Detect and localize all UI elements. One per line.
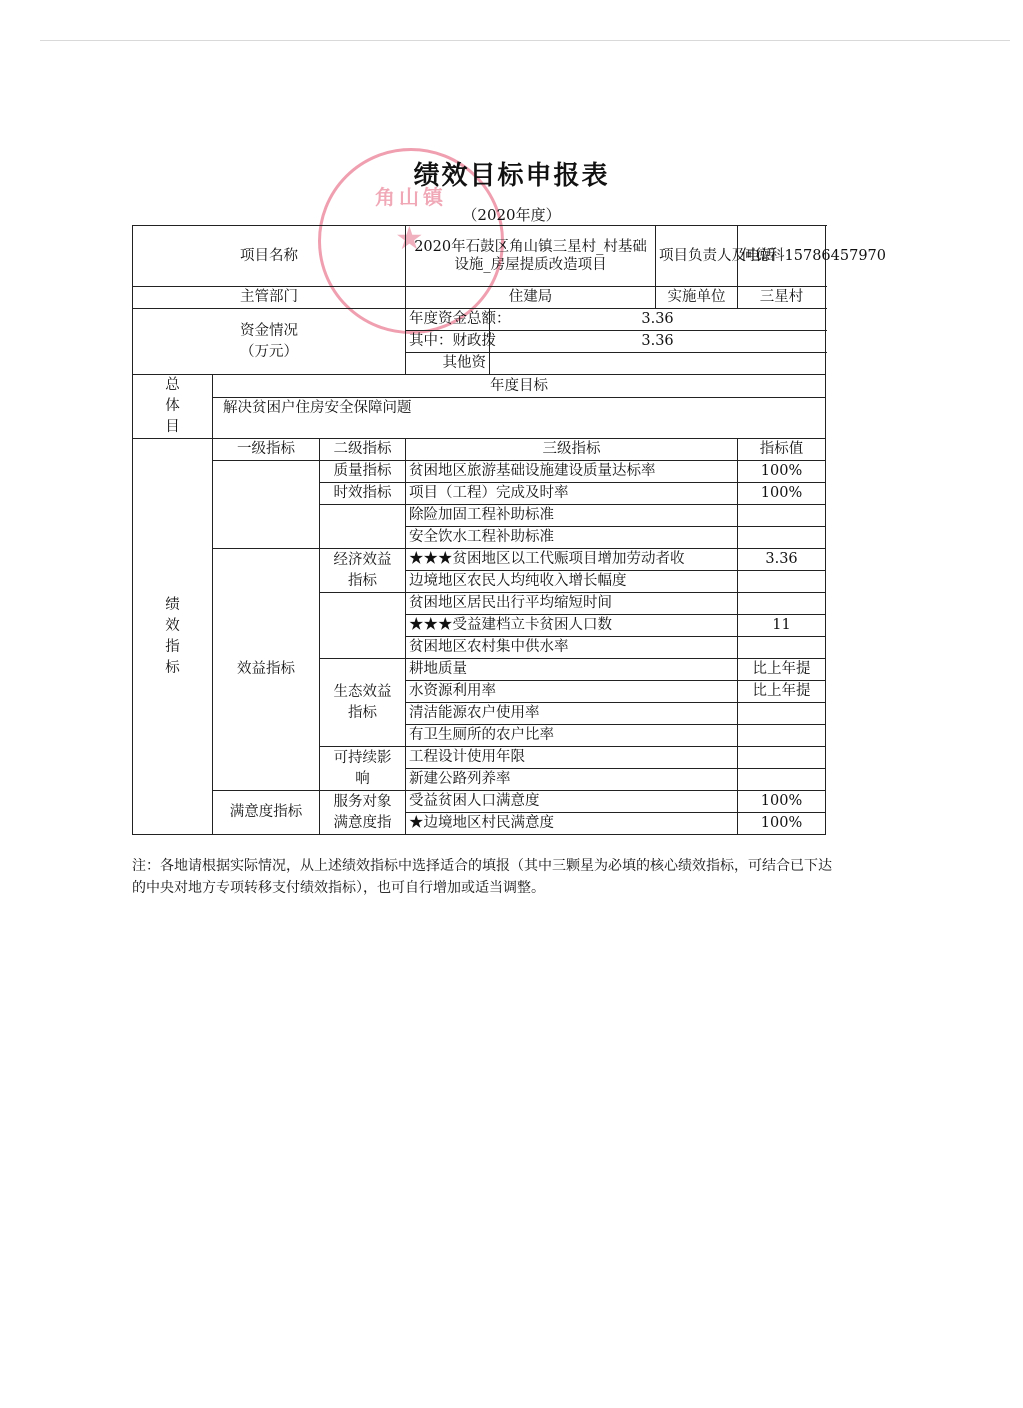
indicator-row: 工程设计使用年限 xyxy=(406,747,738,769)
funds-fiscal-value: 3.36 xyxy=(490,331,826,353)
indicator-value xyxy=(738,527,826,549)
indicator-value xyxy=(738,769,826,791)
funds-label-unit: （万元） xyxy=(240,343,299,360)
funds-other-label: 其他资 xyxy=(406,353,490,375)
seal-star-icon: ★ xyxy=(395,219,424,257)
indicator-row: 清洁能源农户使用率 xyxy=(406,703,738,725)
benefit-indicator-label: 效益指标 xyxy=(213,549,320,791)
indicator-value: 100% xyxy=(738,813,826,835)
funds-label xyxy=(133,309,406,375)
indicator-row: ★边境地区村民满意度 xyxy=(406,813,738,835)
funds-label-line1: 资金情况 xyxy=(240,322,299,339)
funds-total-label: 年度资金总额： xyxy=(406,309,490,331)
indicator-value: 3.36 xyxy=(738,549,826,571)
quality-indicator-label: 质量指标 xyxy=(320,461,406,483)
funds-total-value: 3.36 xyxy=(490,309,826,331)
indicator-row: 新建公路列养率 xyxy=(406,769,738,791)
indicator-value: 比上年提 xyxy=(738,681,826,703)
footnote: 注：各地请根据实际情况，从上述绩效指标中选择适合的填报（其中三颗星为必填的核心绩效指标，可结合已下达的中央对地方专项转移支付绩效指标），也可自行增加或适当调整。 xyxy=(132,858,832,896)
time-indicator-label: 时效指标 xyxy=(320,483,406,505)
indicator-value xyxy=(738,593,826,615)
indicator-value: 100% xyxy=(738,483,826,505)
cost-indicator-label xyxy=(320,505,406,549)
service-satisfaction-label: 服务对象 满意度指 xyxy=(320,791,406,835)
indicator-row: 有卫生厕所的农户比率 xyxy=(406,725,738,747)
performance-target-table xyxy=(132,225,887,835)
indicator-row: 贫困地区居民出行平均缩短时间 xyxy=(406,593,738,615)
seal-text: 角山镇 xyxy=(375,185,447,209)
indicator-value xyxy=(738,747,826,769)
indicator-value: 100% xyxy=(738,461,826,483)
implementing-unit-label: 实施单位 xyxy=(656,287,738,309)
indicator-row: 耕地质量 xyxy=(406,659,738,681)
value-header: 指标值 xyxy=(738,439,826,461)
funds-fiscal-label: 其中：财政拨 xyxy=(406,331,490,353)
economic-indicator-label: 经济效益 指标 xyxy=(320,549,406,593)
output-level1-cell xyxy=(213,461,320,549)
satisfaction-indicator-label: 满意度指标 xyxy=(213,791,320,835)
annual-goal-text: 解决贫困户住房安全保障问题 xyxy=(213,398,826,439)
indicator-row: 贫困地区旅游基础设施建设质量达标率 xyxy=(406,461,738,483)
indicator-row: 受益贫困人口满意度 xyxy=(406,791,738,813)
indicator-value xyxy=(738,725,826,747)
indicator-value xyxy=(738,571,826,593)
project-owner-label: 项目负责人及电话 xyxy=(656,226,738,287)
funds-other-value xyxy=(490,353,826,375)
indicator-row: 水资源利用率 xyxy=(406,681,738,703)
ecological-indicator-label: 生态效益 指标 xyxy=(320,659,406,747)
department-label: 主管部门 xyxy=(133,287,406,309)
indicator-value: 比上年提 xyxy=(738,659,826,681)
level2-header: 二级指标 xyxy=(320,439,406,461)
social-indicator-label xyxy=(320,593,406,659)
department-value: 住建局 xyxy=(406,287,656,309)
scan-edge-line xyxy=(40,40,1010,41)
indicator-row: 边境地区农民人均纯收入增长幅度 xyxy=(406,571,738,593)
implementing-unit-value: 三星村 xyxy=(738,287,826,309)
performance-indicators-label: 绩 效 指 标 xyxy=(133,439,213,835)
level1-header: 一级指标 xyxy=(213,439,320,461)
project-name-value: 2020年石鼓区角山镇三星村_村基础设施_房屋提质改造项目 xyxy=(406,226,656,287)
indicator-row: 项目（工程）完成及时率 xyxy=(406,483,738,505)
page-title: 绩效目标申报表 xyxy=(413,161,610,191)
annual-goal-header: 年度目标 xyxy=(213,375,826,398)
sustainability-indicator-label: 可持续影 响 xyxy=(320,747,406,791)
indicator-value: 100% xyxy=(738,791,826,813)
indicator-row: 除险加固工程补助标准 xyxy=(406,505,738,527)
indicator-value xyxy=(738,637,826,659)
indicator-value xyxy=(738,505,826,527)
indicator-row: ★★★受益建档立卡贫困人口数 xyxy=(406,615,738,637)
report-year: （2020年度） xyxy=(462,206,561,224)
overall-goal-label: 总 体 目 xyxy=(133,375,213,439)
indicator-row: ★★★贫困地区以工代赈项目增加劳动者收 xyxy=(406,549,738,571)
project-name-label: 项目名称 xyxy=(133,226,406,287)
indicator-row: 贫困地区农村集中供水率 xyxy=(406,637,738,659)
project-owner-value: 何德科15786457970 xyxy=(738,226,826,287)
indicator-row: 安全饮水工程补助标准 xyxy=(406,527,738,549)
level3-header: 三级指标 xyxy=(406,439,738,461)
indicator-value xyxy=(738,703,826,725)
indicator-value: 11 xyxy=(738,615,826,637)
